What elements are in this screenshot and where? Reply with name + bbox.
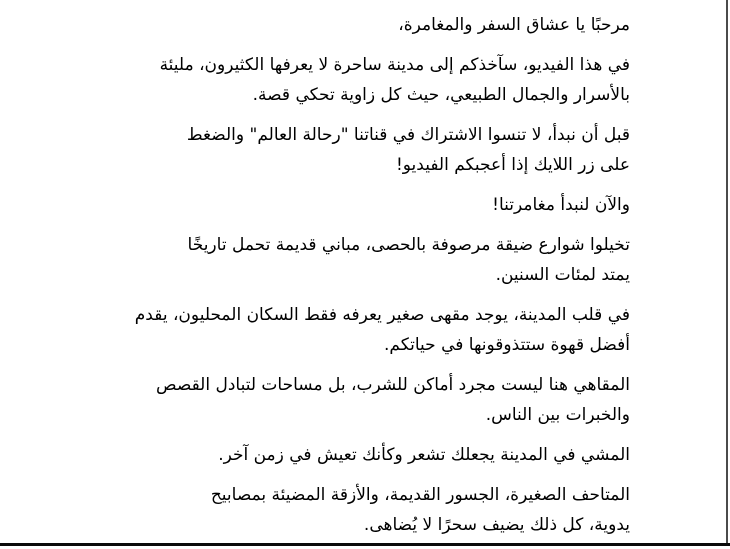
document-text-block bbox=[26, 10, 630, 549]
paragraph bbox=[26, 190, 630, 220]
text-line: والخبرات بين الناس. bbox=[485, 405, 630, 425]
paragraph bbox=[26, 370, 630, 430]
paragraph bbox=[26, 10, 630, 40]
text-line: تخيلوا شوارع ضيقة مرصوفة بالحصى، مباني قديمة تحمل تاريخًا bbox=[187, 235, 630, 255]
paragraph bbox=[26, 50, 630, 110]
paragraph bbox=[26, 480, 630, 540]
text-line: على زر اللايك إذا أعجبكم الفيديو! bbox=[395, 155, 630, 175]
text-line: المشي في المدينة يجعلك تشعر وكأنك تعيش في زمن آخر. bbox=[218, 445, 630, 465]
text-line: يمتد لمئات السنين. bbox=[495, 265, 630, 285]
paragraph bbox=[26, 300, 630, 360]
text-line: أفضل قهوة ستتذوقونها في حياتكم. bbox=[384, 335, 630, 355]
text-line: بالأسرار والجمال الطبيعي، حيث كل زاوية تحكي قصة. bbox=[252, 85, 630, 105]
text-line: في هذا الفيديو، سآخذكم إلى مدينة ساحرة لا يعرفها الكثيرون، مليئة bbox=[159, 55, 630, 75]
text-line: مرحبًا يا عشاق السفر والمغامرة، bbox=[398, 15, 630, 35]
paragraph bbox=[26, 230, 630, 290]
text-line: المقاهي هنا ليست مجرد أماكن للشرب، بل مساحات لتبادل القصص bbox=[156, 375, 630, 395]
window-bottom-rule bbox=[0, 543, 730, 546]
paragraph bbox=[26, 120, 630, 180]
text-line: في قلب المدينة، يوجد مقهى صغير يعرفه فقط السكان المحليون، يقدم bbox=[134, 305, 630, 325]
window-right-border bbox=[726, 0, 728, 544]
text-line: يدوية، كل ذلك يضيف سحرًا لا يُضاهى. bbox=[363, 515, 630, 535]
text-line: والآن لنبدأ مغامرتنا! bbox=[492, 195, 630, 215]
paragraph bbox=[26, 440, 630, 470]
text-line: قبل أن نبدأ، لا تنسوا الاشتراك في قناتنا "رحالة العالم" والضغط bbox=[186, 125, 630, 145]
text-line: المتاحف الصغيرة، الجسور القديمة، والأزقة المضيئة بمصابيح bbox=[210, 485, 630, 505]
